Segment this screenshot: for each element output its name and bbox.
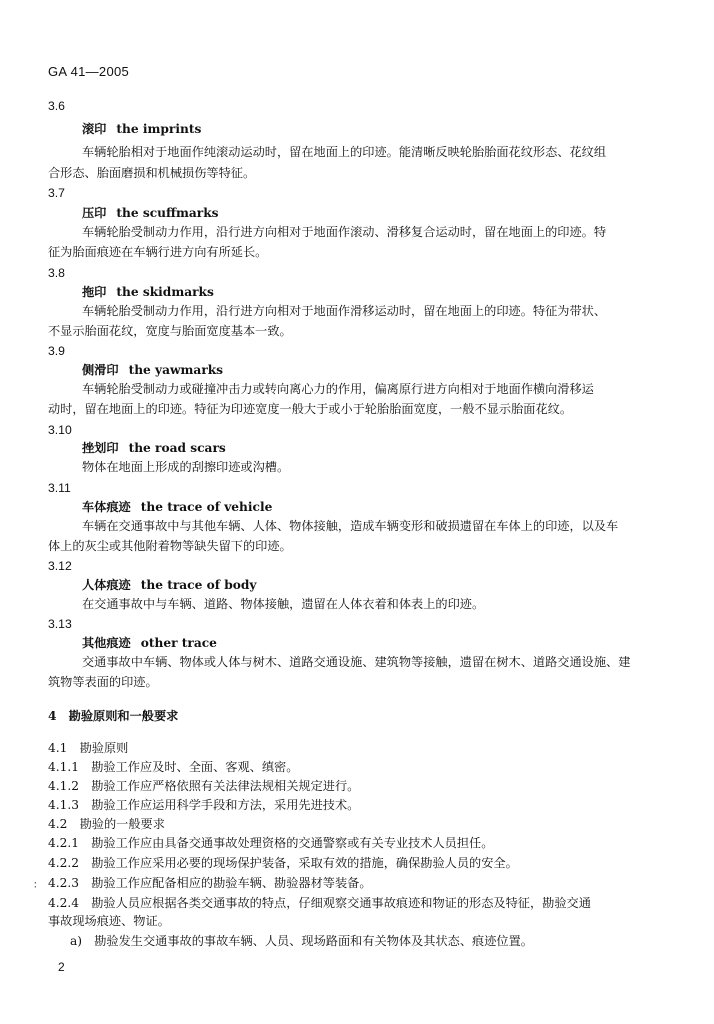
term-en: other trace (140, 636, 217, 650)
term-en: the road scars (128, 441, 226, 455)
term-definition-cont: 体上的灰尘或其他附着物等缺失留下的印迹。 (48, 539, 292, 553)
clause: 4.2.1 勘验工作应由具备交通事故处理资格的交通警察或有关专业技术人员担任。 (48, 836, 494, 850)
term-definition: 车辆轮胎受制动力作用，沿行进方向相对于地面作滚动、滑移复合运动时，留在地面上的印迹。特 (82, 225, 607, 239)
term-en: the trace of vehicle (140, 500, 273, 514)
clause-number: 3.6 (48, 99, 65, 113)
term-definition: 在交通事故中与车辆、道路、物体接触，遗留在人体衣着和体表上的印迹。 (82, 597, 485, 611)
subsection-heading: 4.2 勘验的一般要求 (48, 817, 165, 831)
term-en: the trace of body (140, 578, 257, 592)
section-heading: 4 勘验原则和一般要求 (48, 709, 179, 723)
term-definition: 物体在地面上形成的刮擦印迹或沟槽。 (82, 460, 290, 474)
page-number: 2 (58, 960, 65, 974)
clause: 4.2.2 勘验工作应采用必要的现场保护装备，采取有效的措施，确保勘验人员的安全。 (48, 856, 518, 870)
term-heading (82, 363, 223, 377)
term-definition-cont: 动时，留在地面上的印迹。特征为印迹宽度一般大于或小于轮胎胎面宽度，一般不显示胎面花纹。 (48, 402, 573, 416)
term-zh: 拖印 (82, 285, 107, 299)
term-definition-cont: 筑物等表面的印迹。 (48, 675, 158, 689)
term-heading (82, 441, 226, 455)
term-en: the imprints (116, 122, 202, 136)
term-heading (82, 636, 217, 650)
term-zh: 挫划印 (82, 441, 119, 455)
clause-number: 3.10 (48, 423, 72, 437)
term-heading (82, 206, 219, 220)
list-item-a: a) 勘验发生交通事故的事故车辆、人员、现场路面和有关物体及其状态、痕迹位置。 (70, 934, 533, 948)
term-heading (82, 578, 256, 592)
term-heading (82, 500, 272, 514)
term-definition-cont: 征为胎面痕迹在车辆行进方向有所延长。 (48, 245, 268, 259)
term-zh: 其他痕迹 (82, 636, 131, 650)
term-definition: 交通事故中车辆、物体或人体与树木、道路交通设施、建筑物等接触，遗留在树木、道路交通设施、建 (82, 655, 631, 669)
term-zh: 滚印 (82, 122, 107, 136)
clause-number: 3.13 (48, 617, 72, 631)
term-zh: 侧滑印 (82, 363, 119, 377)
term-en: the skidmarks (116, 285, 214, 299)
term-heading (82, 122, 201, 136)
clause-number: 3.12 (48, 559, 72, 573)
margin-mark: ： (33, 880, 43, 891)
term-zh: 车体痕迹 (82, 500, 131, 514)
term-definition: 车辆轮胎相对于地面作纯滚动运动时，留在地面上的印迹。能清晰反映轮胎胎面花纹形态、花纹组 (82, 145, 607, 159)
term-definition: 车辆轮胎受制动力作用，沿行进方向相对于地面作滑移运动时，留在地面上的印迹。特征为带状、 (82, 304, 607, 318)
standard-header: GA 41—2005 (48, 64, 130, 79)
clause-number: 3.11 (48, 481, 71, 495)
term-zh: 压印 (82, 206, 107, 220)
term-definition-cont: 合形态、胎面磨损和机械损伤等特征。 (48, 166, 256, 180)
term-en: the scuffmarks (116, 206, 219, 220)
subsection-heading: 4.1 勘验原则 (48, 741, 129, 755)
term-definition: 车辆轮胎受制动力或碰撞冲击力或转向离心力的作用，偏离原行进方向相对于地面作横向滑移运 (82, 382, 594, 396)
clause: 4.2.3 勘验工作应配备相应的勘验车辆、勘验器材等装备。 (48, 876, 372, 890)
clause: 4.1.3 勘验工作应运用科学手段和方法，采用先进技术。 (48, 798, 360, 812)
clause-number: 3.7 (48, 186, 65, 200)
clause: 4.2.4 勘验人员应根据各类交通事故的特点，仔细观察交通事故痕迹和物证的形态及特征，勘验交通 (48, 896, 591, 910)
clause-number: 3.8 (48, 266, 65, 280)
term-en: the yawmarks (128, 363, 224, 377)
term-definition-cont: 不显示胎面花纹，宽度与胎面宽度基本一致。 (48, 324, 292, 338)
term-heading (82, 285, 214, 299)
clause: 4.1.2 勘验工作应严格依照有关法律法规相关规定进行。 (48, 779, 360, 793)
clause-cont: 事故现场痕迹、物证。 (48, 914, 170, 928)
term-zh: 人体痕迹 (82, 578, 131, 592)
clause: 4.1.1 勘验工作应及时、全面、客观、缜密。 (48, 760, 299, 774)
term-definition: 车辆在交通事故中与其他车辆、人体、物体接触，造成车辆变形和破损遗留在车体上的印迹，以及车 (82, 519, 619, 533)
clause-number: 3.9 (48, 344, 65, 358)
